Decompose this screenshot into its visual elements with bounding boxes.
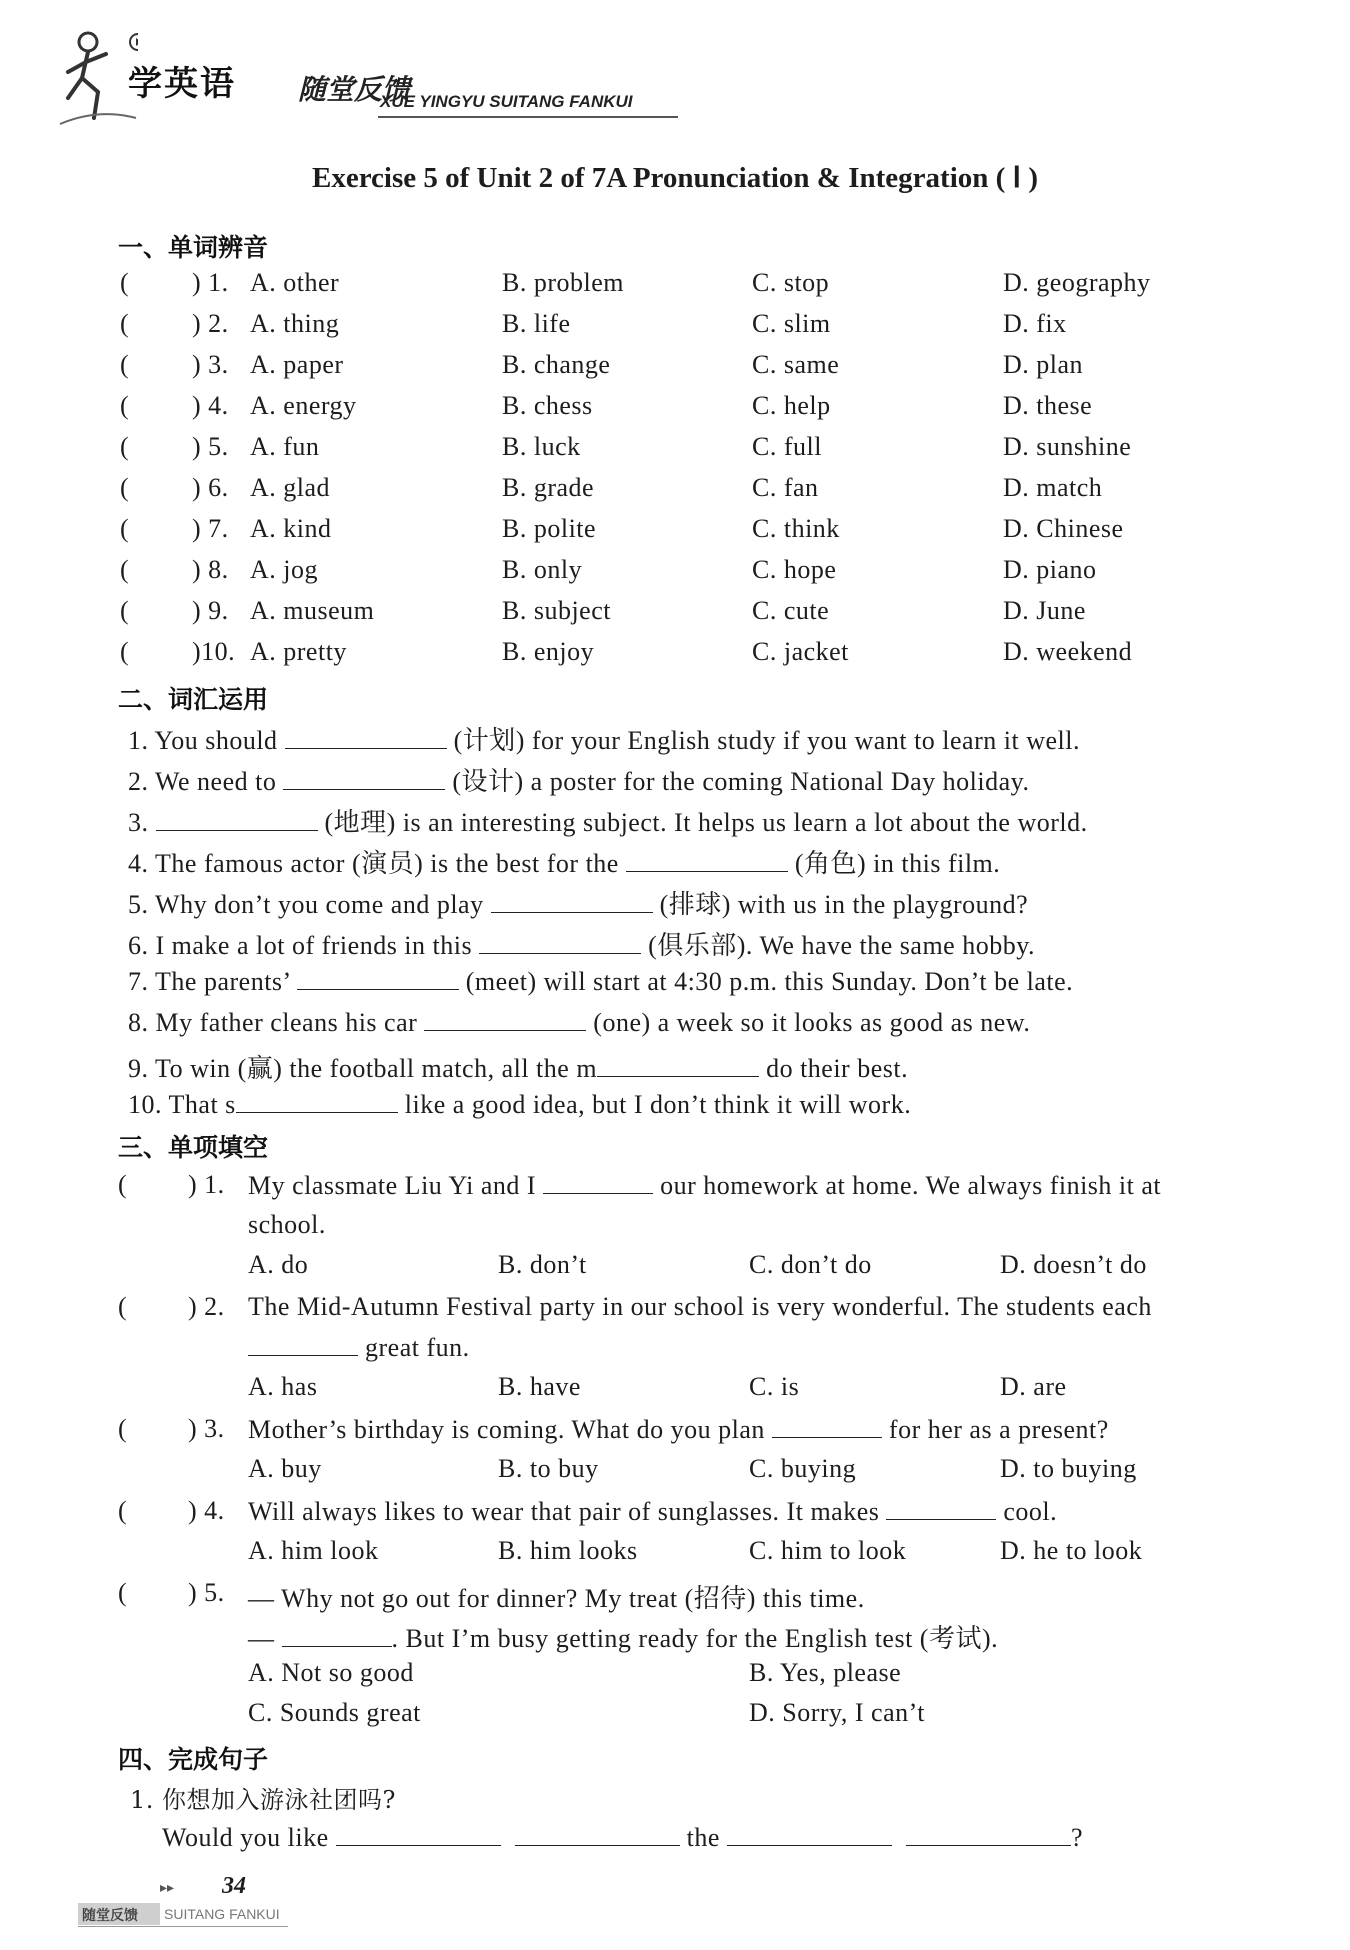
option-c: C. think <box>752 514 840 543</box>
vocab-item <box>128 1007 1030 1038</box>
answer-blank[interactable] <box>479 930 641 954</box>
answer-bracket[interactable]: ( <box>120 596 168 625</box>
question-number: ) 4. <box>192 391 229 420</box>
answer-bracket[interactable]: ( <box>118 1170 173 1199</box>
answer-bracket[interactable]: ( <box>120 309 168 338</box>
answer-bracket[interactable]: ( <box>118 1496 173 1525</box>
vocab-text-post: (计划) for your English study if you want to learn it well. <box>446 726 1080 755</box>
vocab-text-post: (meet) will start at 4:30 p.m. this Sunday. Don’t be late. <box>458 967 1074 996</box>
section-1-heading: 一、单词辨音 <box>118 233 269 262</box>
question-number: )10. <box>192 637 236 666</box>
question-text: Mother’s birthday is coming. What do you plan for her as a present? <box>248 1415 1109 1444</box>
question-number: ) 2. <box>192 309 229 338</box>
header-subtitle-cn: 随堂反馈 <box>298 73 411 106</box>
vocab-item <box>128 802 1088 839</box>
option-a: A. museum <box>250 596 375 625</box>
question-number: ) 5. <box>192 432 229 461</box>
answer-bracket[interactable]: ( <box>120 268 168 297</box>
answer-bracket[interactable]: ( <box>120 514 168 543</box>
option-c: C. buying <box>749 1454 857 1483</box>
answer-blank[interactable] <box>543 1170 653 1194</box>
header-title-cn: 学英语 <box>128 64 236 104</box>
option-a: A. has <box>248 1372 318 1401</box>
option-b: B. change <box>502 350 611 379</box>
question-text: My classmate Liu Yi and I our homework at home. We always finish it at <box>248 1171 1162 1200</box>
question-text: Will always likes to wear that pair of sunglasses. It makes cool. <box>248 1497 1058 1526</box>
option-b: B. don’t <box>498 1250 587 1279</box>
answer-blank[interactable] <box>283 766 445 790</box>
vocab-text-pre: 3. <box>128 808 156 837</box>
question-cn: 1. 你想加入游泳社团吗? <box>130 1786 396 1814</box>
vocab-text-pre: 9. To win (赢) the football match, all the m <box>128 1054 598 1083</box>
vocab-text-post: (角色) in this film. <box>787 849 1001 878</box>
answer-blank[interactable] <box>772 1414 882 1438</box>
answer-blank[interactable] <box>886 1496 996 1520</box>
option-d: D. Chinese <box>1003 514 1124 543</box>
option-d: D. plan <box>1003 350 1084 379</box>
option-d: D. doesn’t do <box>1000 1250 1147 1279</box>
option-b: B. to buy <box>498 1454 599 1483</box>
question-number: ) 5. <box>188 1578 225 1607</box>
option-a: A. him look <box>248 1536 379 1565</box>
vocab-item <box>128 966 1073 997</box>
option-d: D. are <box>1000 1372 1067 1401</box>
answer-blank[interactable] <box>597 1053 759 1077</box>
option-a: A. jog <box>250 555 318 584</box>
answer-blank[interactable] <box>515 1822 680 1846</box>
question-text-cont: great fun. <box>248 1332 470 1363</box>
section-2-heading: 二、词汇运用 <box>118 685 269 714</box>
option-c: C. don’t do <box>749 1250 872 1279</box>
footer-badge: 随堂反馈 <box>78 1903 160 1925</box>
option-b: B. subject <box>502 596 611 625</box>
footer-divider <box>78 1926 288 1927</box>
option-c: C. him to look <box>749 1536 907 1565</box>
option-d: D. Sorry, I can’t <box>749 1698 926 1727</box>
page-number: 34 <box>222 1873 246 1899</box>
vocab-text-pre: 10. That s <box>128 1090 236 1119</box>
option-d: D. June <box>1003 596 1086 625</box>
answer-bracket[interactable]: ( <box>120 350 168 379</box>
vocab-text-pre: 2. We need to <box>128 767 284 796</box>
option-d: D. to buying <box>1000 1454 1137 1483</box>
question-text: — Why not go out for dinner? My treat (招待) this time. <box>248 1584 865 1613</box>
option-b: B. chess <box>502 391 593 420</box>
answer-blank[interactable] <box>297 966 459 990</box>
vocab-item <box>128 925 1035 962</box>
option-a: A. Not so good <box>248 1658 414 1687</box>
header-divider <box>378 116 678 118</box>
vocab-text-post: (one) a week so it looks as good as new. <box>586 1008 1031 1037</box>
question-number: ) 8. <box>192 555 229 584</box>
answer-blank[interactable] <box>727 1822 892 1846</box>
option-c: C. hope <box>752 555 837 584</box>
answer-blank[interactable] <box>491 889 653 913</box>
answer-blank[interactable] <box>285 725 447 749</box>
vocab-item <box>128 720 1080 757</box>
option-b: B. him looks <box>498 1536 638 1565</box>
option-d: D. geography <box>1003 268 1151 297</box>
question-text-cont: school. <box>248 1210 326 1239</box>
section-3-heading: 三、单项填空 <box>118 1133 269 1162</box>
option-a: A. do <box>248 1250 309 1279</box>
question-number: ) 1. <box>188 1170 225 1199</box>
answer-bracket[interactable]: ( <box>120 637 168 666</box>
question-text: The Mid-Autumn Festival party in our school is very wonderful. The students each <box>248 1292 1152 1321</box>
question-number: ) 6. <box>192 473 229 502</box>
option-d: D. weekend <box>1003 637 1133 666</box>
answer-bracket[interactable]: ( <box>120 391 168 420</box>
option-a: A. other <box>250 268 340 297</box>
vocab-text-pre: 1. You should <box>128 726 285 755</box>
option-d: D. he to look <box>1000 1536 1143 1565</box>
answer-blank[interactable] <box>906 1822 1071 1846</box>
question-number: ) 1. <box>192 268 229 297</box>
option-d: D. these <box>1003 391 1093 420</box>
header-title-en: XUE YINGYU SUITANG FANKUI <box>380 92 633 111</box>
question-number: ) 9. <box>192 596 229 625</box>
question-text: Would you like the ? <box>162 1823 1083 1852</box>
vocab-text-post: (排球) with us in the playground? <box>652 890 1029 919</box>
question-text-cont: — . But I’m busy getting ready for the English test (考试). <box>248 1624 999 1653</box>
option-c: C. full <box>752 432 822 461</box>
answer-bracket[interactable]: ( <box>120 473 168 502</box>
option-c: C. fan <box>752 473 819 502</box>
answer-blank[interactable] <box>626 848 788 872</box>
option-b: B. luck <box>502 432 581 461</box>
question-number: ) 4. <box>188 1496 225 1525</box>
vocab-item <box>128 884 1028 921</box>
option-a: A. paper <box>250 350 344 379</box>
option-a: A. energy <box>250 391 357 420</box>
option-c: C. help <box>752 391 831 420</box>
question-number: ) 7. <box>192 514 229 543</box>
option-b: B. enjoy <box>502 637 595 666</box>
vocab-item <box>128 761 1029 798</box>
option-b: B. problem <box>502 268 624 297</box>
vocab-text-pre: 6. I make a lot of friends in this <box>128 931 480 960</box>
option-c: C. same <box>752 350 840 379</box>
answer-bracket[interactable]: ( <box>118 1414 173 1443</box>
question-number: ) 2. <box>188 1292 225 1321</box>
option-c: C. slim <box>752 309 831 338</box>
option-b: B. polite <box>502 514 597 543</box>
answer-bracket[interactable]: ( <box>120 432 168 461</box>
option-c: C. is <box>749 1372 800 1401</box>
page-title: Exercise 5 of Unit 2 of 7A Pronunciation & Integration ( Ⅰ ) <box>312 162 1038 194</box>
option-b: B. Yes, please <box>749 1658 902 1687</box>
option-b: B. grade <box>502 473 595 502</box>
runner-icon <box>58 28 138 128</box>
answer-blank[interactable] <box>282 1623 392 1647</box>
option-b: B. have <box>498 1372 581 1401</box>
page-header <box>58 24 678 134</box>
footer-label: SUITANG FANKUI <box>164 1906 280 1922</box>
vocab-text-pre: 5. Why don’t you come and play <box>128 890 491 919</box>
answer-blank[interactable] <box>336 1822 501 1846</box>
answer-bracket[interactable]: ( <box>120 555 168 584</box>
answer-blank[interactable] <box>156 807 318 831</box>
option-c: C. cute <box>752 596 830 625</box>
vocab-text-pre: 4. The famous actor (演员) is the best for the <box>128 849 626 878</box>
vocab-text-pre: 7. The parents’ <box>128 967 297 996</box>
option-a: A. pretty <box>250 637 347 666</box>
option-b: B. life <box>502 309 571 338</box>
option-d: D. piano <box>1003 555 1097 584</box>
option-a: A. thing <box>250 309 340 338</box>
vocab-text-post: like a good idea, but I don’t think it will work. <box>397 1090 912 1119</box>
vocab-text-post: (俱乐部). We have the same hobby. <box>641 931 1036 960</box>
option-a: A. kind <box>250 514 332 543</box>
option-a: A. fun <box>250 432 320 461</box>
vocab-item <box>128 1048 908 1085</box>
option-c: C. jacket <box>752 637 849 666</box>
answer-bracket[interactable]: ( <box>118 1292 173 1321</box>
option-c: C. Sounds great <box>248 1698 421 1727</box>
vocab-item <box>128 843 1000 880</box>
option-b: B. only <box>502 555 583 584</box>
vocab-text-post: do their best. <box>759 1054 909 1083</box>
option-a: A. buy <box>248 1454 322 1483</box>
footer-arrow-icon: ▸▸ <box>160 1880 175 1896</box>
question-number: ) 3. <box>188 1414 225 1443</box>
vocab-text-pre: 8. My father cleans his car <box>128 1008 425 1037</box>
option-d: D. match <box>1003 473 1103 502</box>
option-d: D. fix <box>1003 309 1067 338</box>
answer-blank[interactable] <box>424 1007 586 1031</box>
answer-blank[interactable] <box>236 1089 398 1113</box>
vocab-text-post: (地理) is an interesting subject. It helps us learn a lot about the world. <box>317 808 1088 837</box>
option-d: D. sunshine <box>1003 432 1132 461</box>
answer-blank[interactable] <box>248 1332 358 1356</box>
vocab-item <box>128 1089 911 1120</box>
option-c: C. stop <box>752 268 830 297</box>
answer-bracket[interactable]: ( <box>118 1578 173 1607</box>
section-4-heading: 四、完成句子 <box>118 1745 269 1774</box>
vocab-text-post: (设计) a poster for the coming National Day holiday. <box>445 767 1030 796</box>
question-number: ) 3. <box>192 350 229 379</box>
option-a: A. glad <box>250 473 331 502</box>
